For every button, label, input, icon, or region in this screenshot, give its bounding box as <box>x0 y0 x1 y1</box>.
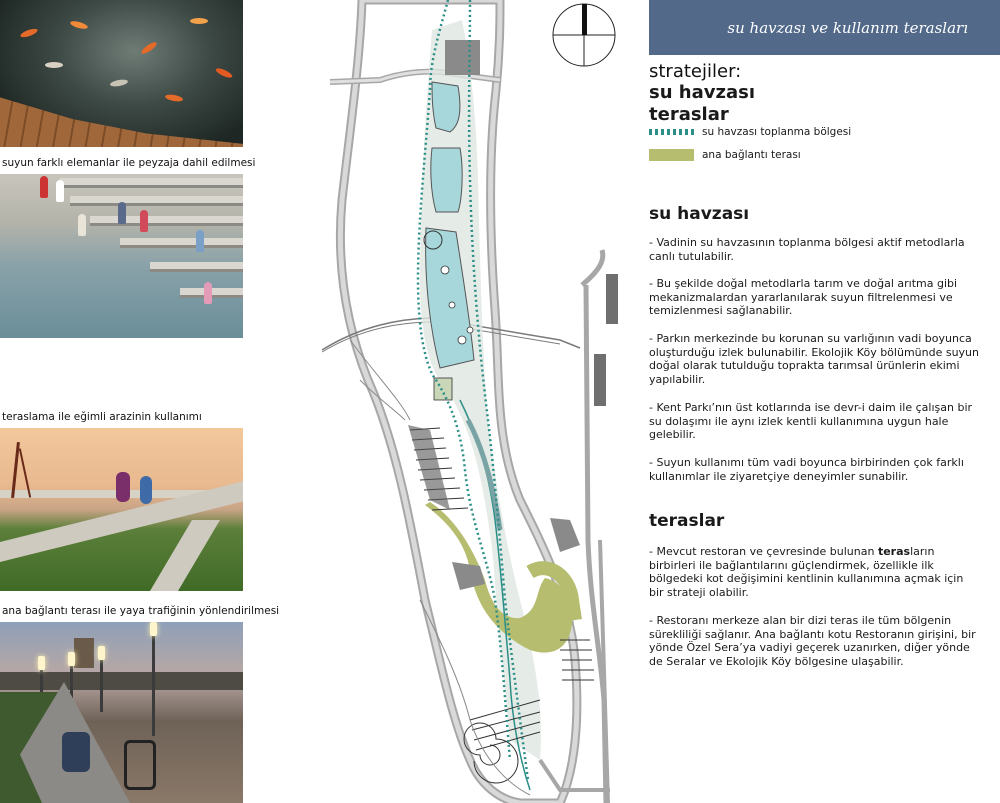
strategies-item-water: su havzası <box>649 82 755 103</box>
photo-terrace <box>0 428 243 591</box>
terrace-text-bold: teras <box>877 545 911 558</box>
road-east <box>582 250 606 803</box>
section-title-terraces: teraslar <box>649 511 725 531</box>
photo-plaza <box>0 622 243 803</box>
dotted-line-swatch <box>649 129 694 135</box>
water-paragraph: - Parkın merkezinde bu korunan su varlığının vadi boyunca oluşturduğu izlek bulunabilir. Ekolojik Köy bölümünde suyun doğal olarak tutulduğu toprakta tarımsal ürünlerin ekimi yapılabilir. <box>649 332 980 386</box>
page-title: su havzası ve kullanım terasları <box>727 19 968 37</box>
north-compass <box>551 2 617 68</box>
photo-koi-pond <box>0 0 243 147</box>
water-paragraph: - Suyun kullanımı tüm vadi boyunca birbirinden çok farklı kullanımlar ile ziyaretçiye deneyimler sunabilir. <box>649 456 964 483</box>
terrace-text-start: - Mevcut restoran ve çevresinde bulunan <box>649 545 878 558</box>
water-pool-1 <box>432 82 460 132</box>
header-bar <box>649 0 1000 55</box>
legend-item-catchment <box>649 126 851 138</box>
strategies-item-terraces: teraslar <box>649 104 729 125</box>
building-north <box>445 40 480 75</box>
terrace-paragraph <box>649 545 979 599</box>
green-swatch <box>649 149 694 161</box>
photo-caption-water: suyun farklı elemanlar ile peyzaja dahil edilmesi <box>2 157 256 169</box>
water-pool-2 <box>431 148 462 212</box>
photo-water-steps <box>0 174 243 338</box>
water-paragraph: - Vadinin su havzasının toplanma bölgesi aktif metodlarla canlı tutulabilir. <box>649 236 965 263</box>
legend-item-terrace <box>649 149 801 161</box>
photo-caption-plaza: ana bağlantı terası ile yaya trafiğinin yönlendirilmesi <box>2 605 280 617</box>
building-east-2 <box>594 354 606 406</box>
photo-caption-terrace: teraslama ile eğimli arazinin kullanımı <box>2 411 202 423</box>
legend-label: ana bağlantı terası <box>702 149 801 161</box>
water-paragraph: - Bu şekilde doğal metodlarla tarım ve doğal arıtma gibi mekanizmalardan yararlanılarak suyun filtrelenmesi ve temizlenmesi sağlanabilir. <box>649 277 958 317</box>
terrace-paragraph: - Restoranı merkeze alan bir dizi teras ile tüm bölgenin sürekliliği sağlanır. Ana bağlantı kotu Restoranın girişini, bir yönde Özel Sera’ya vadiyi geçerek uzanırken, diğer yönde de Seralar ve Ekolojik Köy bölgesine ulaşabilir. <box>649 614 976 668</box>
building-east-1 <box>606 274 618 324</box>
site-plan <box>320 0 620 803</box>
strategies-heading: stratejiler: <box>649 61 742 82</box>
terrace-text-end: ların birbirleri ile bağlantılarını güçlendirmek, özellikle ilk bölgedeki kot değişimini kentlinin kullanımına açmak için bir strateji olabilir. <box>649 545 964 599</box>
legend-label: su havzası toplanma bölgesi <box>702 126 852 138</box>
section-title-water: su havzası <box>649 204 750 224</box>
north-arrow-icon <box>582 4 587 35</box>
water-paragraph: - Kent Parkı’nın üst kotlarında ise devr-i daim ile çalışan bir su dolaşımı ile aynı izlek kentli kullanımına uygun hale gelebilir. <box>649 401 973 441</box>
